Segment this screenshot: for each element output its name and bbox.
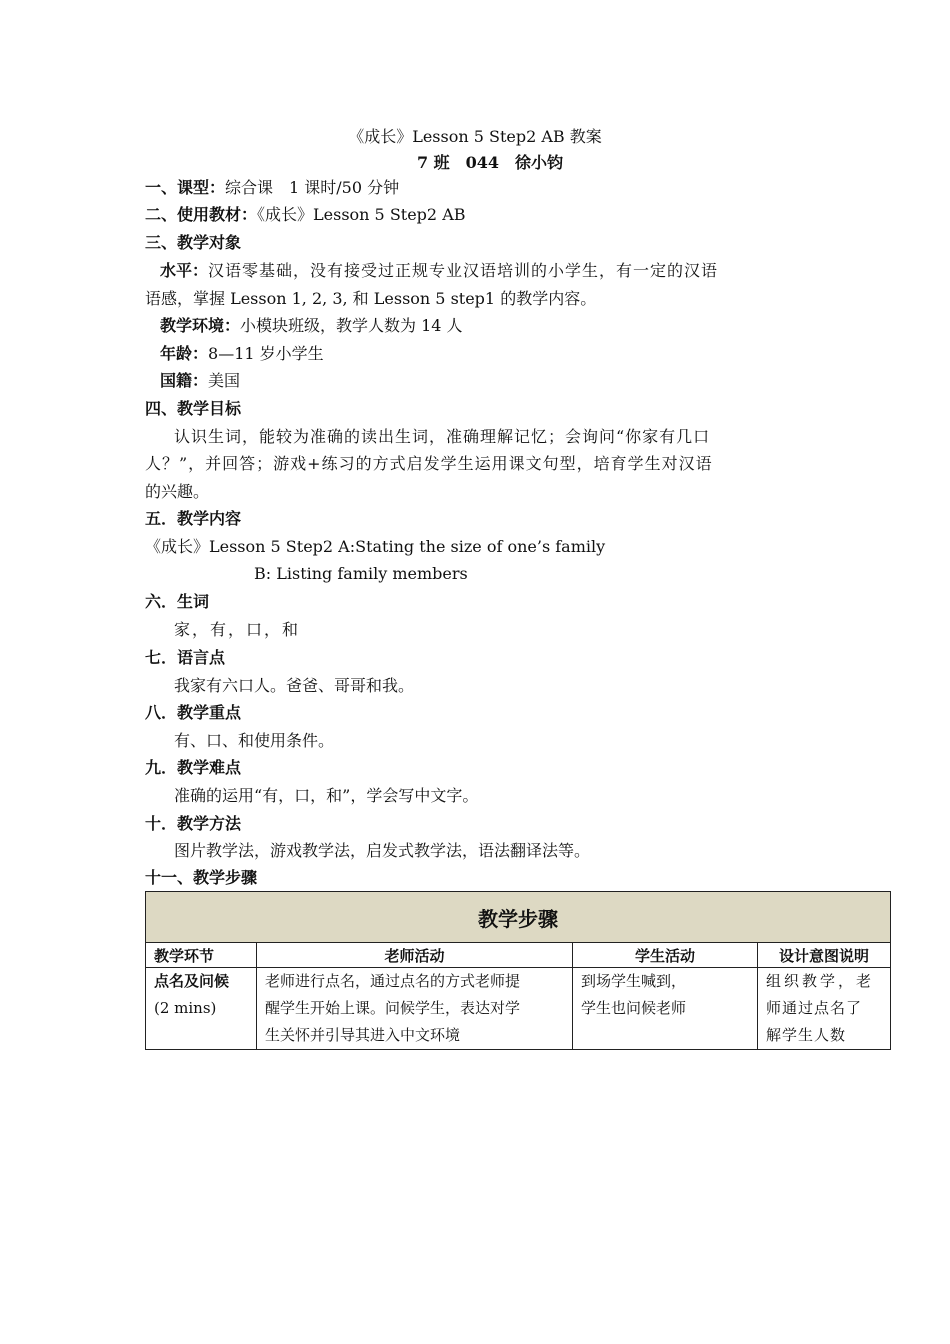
section-11-heading: 十一、教学步骤: [145, 868, 258, 887]
document-title: 《成长》Lesson 5 Step2 AB 教案: [348, 127, 602, 146]
section-5-heading: 五．教学内容: [145, 509, 242, 528]
section-4-text-2: 人？”，并回答；游戏+练习的方式启发学生运用课文句型，培育学生对汉语: [145, 454, 713, 473]
section-3-heading: 三、教学对象: [145, 233, 242, 252]
column-header-teacher: 老师活动: [257, 943, 573, 968]
env-text: 小模块班级，教学人数为 14 人: [240, 316, 463, 335]
step-name: 点名及问候: [154, 972, 230, 990]
section-5-text-1: 《成长》Lesson 5 Step2 A:Stating the size of one’s family: [145, 537, 606, 556]
nationality-text: 美国: [208, 371, 241, 390]
section-4-text-3: 的兴趣。: [145, 482, 210, 501]
level-label: 水平：: [160, 261, 209, 280]
section-2-text: 《成长》Lesson 5 Step2 AB: [257, 205, 466, 224]
table-row: [146, 968, 891, 1050]
section-4-text-1: 认识生词，能较为准确的读出生词，准确理解记忆；会询问“你家有几口: [174, 427, 711, 446]
intent-line-1: 组织教学，老: [766, 972, 875, 990]
section-10-text: 图片教学法，游戏教学法，启发式教学法，语法翻译法等。: [174, 841, 591, 860]
age-label: 年龄：: [160, 344, 209, 363]
student-line-1: 到场学生喊到，: [581, 972, 687, 990]
section-2: [145, 204, 466, 226]
column-header-step: 教学环节: [146, 943, 257, 968]
teaching-steps-table: [145, 891, 890, 1050]
env-line: [160, 315, 463, 337]
section-8-text: 有、口、和使用条件。: [174, 731, 335, 750]
cell-teacher: [257, 968, 573, 1050]
section-1-label: 一、课型：: [145, 178, 226, 197]
teacher-line-2: 醒学生开始上课。问候学生，表达对学: [265, 999, 521, 1017]
cell-intent: [758, 968, 891, 1050]
intent-line-2: 师通过点名了: [766, 999, 863, 1017]
level-line: [160, 260, 718, 282]
section-9-text: 准确的运用“有，口，和”，学会写中文字。: [174, 786, 479, 805]
column-header-student: 学生活动: [573, 943, 758, 968]
section-4-heading: 四、教学目标: [145, 399, 242, 418]
intent-line-3: 解学生人数: [766, 1026, 847, 1044]
section-7-text: 我家有六口人。爸爸、哥哥和我。: [174, 676, 415, 695]
env-label: 教学环境：: [160, 316, 241, 335]
nationality-label: 国籍：: [160, 371, 209, 390]
age-line: [160, 343, 324, 365]
section-5-text-2: B: Listing family members: [254, 564, 468, 583]
section-2-label: 二、使用教材：: [145, 205, 258, 224]
author-line: 7 班 044 徐小钧: [416, 153, 564, 172]
step-duration: (2 mins): [154, 999, 217, 1017]
teacher-line-1: 老师进行点名，通过点名的方式老师提: [265, 972, 521, 990]
section-7-heading: 七．语言点: [145, 648, 226, 667]
cell-student: [573, 968, 758, 1050]
student-line-2: 学生也问候老师: [581, 999, 687, 1017]
column-header-intent: 设计意图说明: [758, 943, 891, 968]
level-text-cont: 语感，掌握 Lesson 1, 2, 3, 和 Lesson 5 step1 的教学内容。: [145, 289, 597, 308]
section-10-heading: 十．教学方法: [145, 814, 242, 833]
section-1: [145, 177, 399, 199]
nationality-line: [160, 370, 240, 392]
section-1-text: 综合课 1 课时/50 分钟: [225, 178, 400, 197]
table-title: 教学步骤: [146, 892, 891, 943]
section-6-text: 家，有，口，和: [174, 620, 301, 639]
section-9-heading: 九．教学难点: [145, 758, 242, 777]
teacher-line-3: 生关怀并引导其进入中文环境: [265, 1026, 461, 1044]
cell-step: [146, 968, 257, 1050]
section-6-heading: 六．生词: [145, 592, 210, 611]
age-text: 8—11 岁小学生: [208, 344, 324, 363]
section-8-heading: 八．教学重点: [145, 703, 242, 722]
level-text: 汉语零基础，没有接受过正规专业汉语培训的小学生，有一定的汉语: [208, 261, 719, 280]
